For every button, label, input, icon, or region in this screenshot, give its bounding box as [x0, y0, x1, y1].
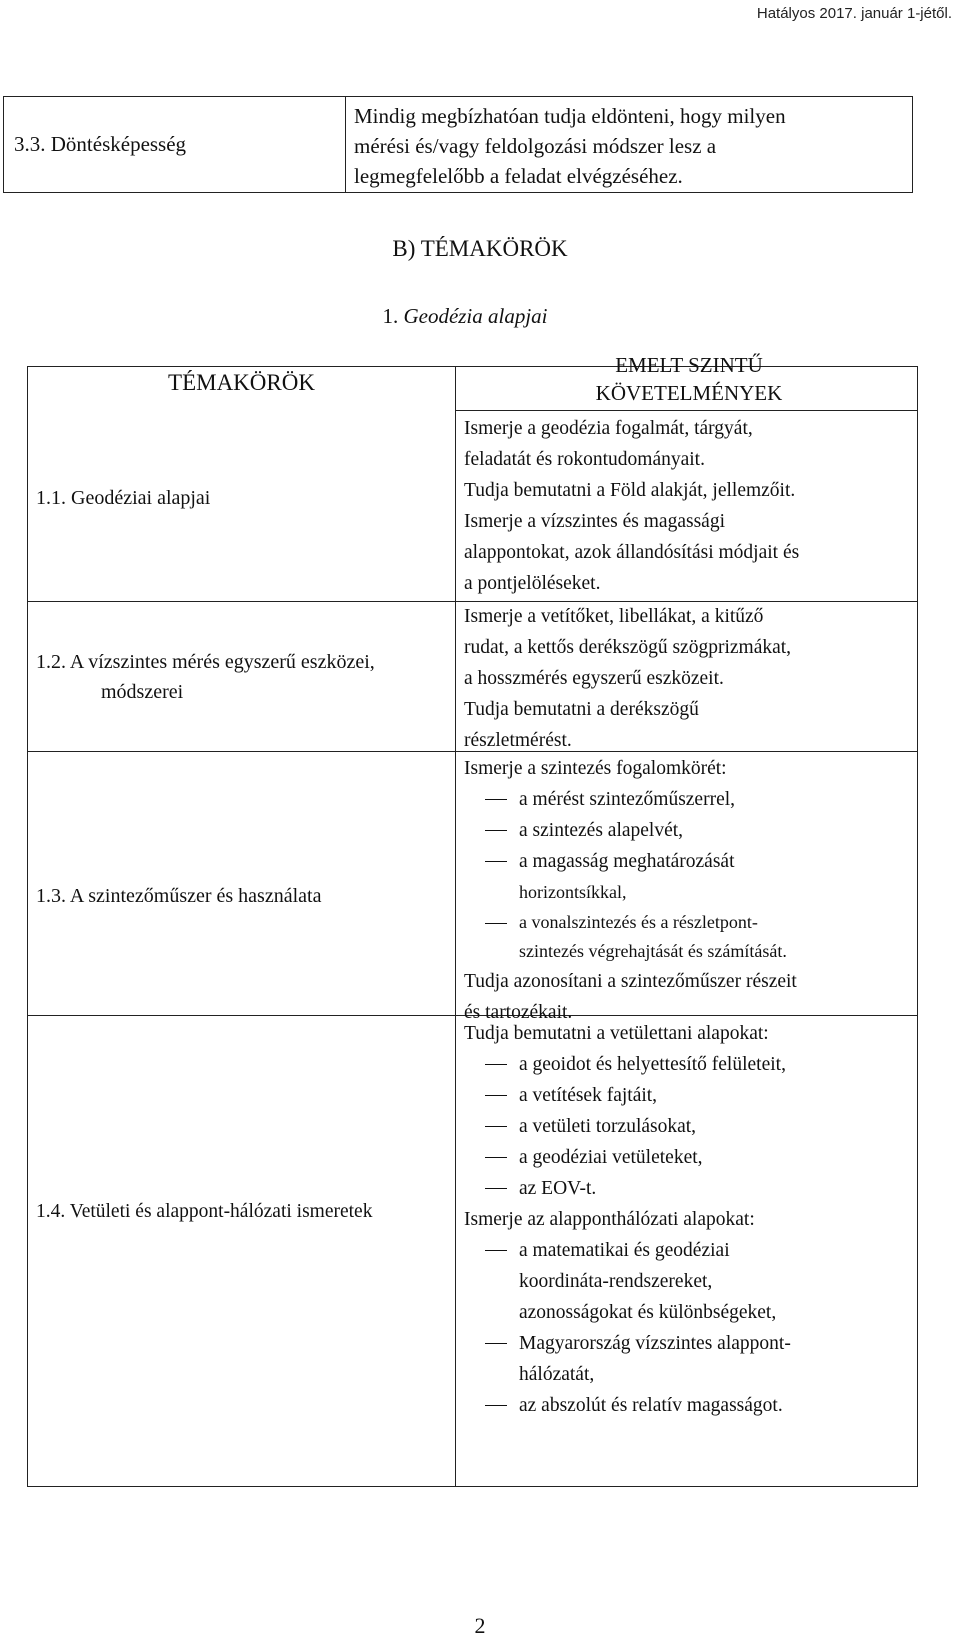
- requirement-bullet: a geodéziai vetületeket,: [464, 1142, 914, 1173]
- topic-1-3: 1.3. A szintezőműszer és használata: [36, 885, 322, 907]
- topic-line: 1.2. A vízszintes mérés egyszerű eszközei,: [36, 651, 375, 673]
- chapter-title: [0, 304, 930, 329]
- requirement-line: Tudja azonosítani a szintezőműszer részeit: [464, 971, 797, 992]
- requirement-bullet: a vetítések fajtáit,: [464, 1080, 914, 1111]
- topics-table: [27, 353, 918, 1487]
- requirements-1-2: [464, 601, 914, 756]
- competence-line: Mindig megbízhatóan tudja eldönteni, hogy milyen: [354, 104, 786, 128]
- requirements-1-1: [464, 413, 914, 599]
- dash-icon: [485, 923, 507, 924]
- dash-icon: [485, 1405, 507, 1406]
- requirements-1-3: [464, 753, 914, 1028]
- requirement-bullet: a mérést szintezőműszerrel,: [464, 784, 914, 815]
- requirement-intro: Tudja bemutatni a vetülettani alapokat:: [464, 1023, 769, 1044]
- requirement-line: Ismerje a vetítőket, libellákat, a kitűző: [464, 606, 764, 627]
- topic-1-2: [36, 647, 463, 707]
- dash-icon: [485, 1157, 507, 1158]
- header-divider: [455, 410, 917, 411]
- requirements-1-4: [464, 1018, 914, 1421]
- requirement-bullet: a vonalszintezés és a részletpont- szintezés végrehajtását és számítását.: [464, 908, 914, 966]
- requirement-bullet: a magasság meghatározását horizontsíkkal,: [464, 846, 914, 908]
- topic-1-1: 1.1. Geodéziai alapjai: [36, 487, 211, 509]
- page-number: 2: [474, 1613, 486, 1638]
- competence-line: legmegfelelőbb a feladat elvégzéséhez.: [354, 164, 683, 188]
- dash-icon: [485, 830, 507, 831]
- requirement-bullet: a szintezés alapelvét,: [464, 815, 914, 846]
- competence-table: [3, 96, 913, 193]
- requirement-line: a hosszmérés egyszerű eszközeit.: [464, 668, 724, 689]
- dash-icon: [485, 1250, 507, 1251]
- column-divider: [455, 367, 456, 1486]
- competence-description: [346, 97, 912, 192]
- requirements-header-line: KÖVETELMÉNYEK: [595, 381, 783, 405]
- dash-icon: [485, 1095, 507, 1096]
- requirement-line: Ismerje a vízszintes és magassági: [464, 511, 725, 532]
- requirement-bullet: a geoidot és helyettesítő felületeit,: [464, 1049, 914, 1080]
- requirement-line: rudat, a kettős derékszögű szögprizmákat,: [464, 637, 792, 658]
- requirements-header: [464, 351, 914, 407]
- competence-line: mérési és/vagy feldolgozási módszer lesz a: [354, 134, 717, 158]
- topic-line: módszerei: [101, 681, 184, 703]
- topic-1-4: 1.4. Vetületi és alappont-hálózati ismeretek: [36, 1201, 373, 1222]
- requirement-line: Ismerje a geodézia fogalmát, tárgyát,: [464, 418, 753, 439]
- requirement-intro: Ismerje az alapponthálózati alapokat:: [464, 1209, 755, 1230]
- requirement-line: a pontjelöléseket.: [464, 573, 601, 594]
- requirement-line: Tudja bemutatni a Föld alakját, jellemzőit.: [464, 480, 796, 501]
- competence-label: 3.3. Döntésképesség: [4, 97, 346, 192]
- requirement-bullet: a vetületi torzulásokat,: [464, 1111, 914, 1142]
- requirement-line: alappontokat, azok állandósítási módjait és: [464, 542, 800, 563]
- requirement-bullet: az abszolút és relatív magasságot.: [464, 1390, 914, 1421]
- requirement-bullet: az EOV-t.: [464, 1173, 914, 1204]
- requirement-line: részletmérést.: [464, 730, 572, 751]
- requirement-bullet: Magyarország vízszintes alappont- hálózatát,: [464, 1328, 914, 1390]
- dash-icon: [485, 1064, 507, 1065]
- chapter-number: 1.: [382, 304, 399, 328]
- requirement-line: feladatát és rokontudományait.: [464, 449, 705, 470]
- dash-icon: [485, 1126, 507, 1127]
- dash-icon: [485, 861, 507, 862]
- dash-icon: [485, 799, 507, 800]
- requirement-bullet: a matematikai és geodéziai koordináta-rendszereket, azonosságokat és különbségeket,: [464, 1235, 914, 1328]
- section-title: B) TÉMAKÖRÖK: [392, 236, 568, 261]
- requirement-line: és tartozékait.: [464, 1002, 573, 1023]
- dash-icon: [485, 1343, 507, 1344]
- requirements-header-line: EMELT SZINTŰ: [615, 353, 763, 377]
- requirement-intro: Ismerje a szintezés fogalomkörét:: [464, 758, 727, 779]
- requirement-line: Tudja bemutatni a derékszögű: [464, 699, 699, 720]
- validity-note: Hatályos 2017. január 1-jétől.: [756, 5, 952, 22]
- topics-header: TÉMAKÖRÖK: [168, 370, 315, 395]
- dash-icon: [485, 1188, 507, 1189]
- chapter-name: Geodézia alapjai: [403, 304, 548, 328]
